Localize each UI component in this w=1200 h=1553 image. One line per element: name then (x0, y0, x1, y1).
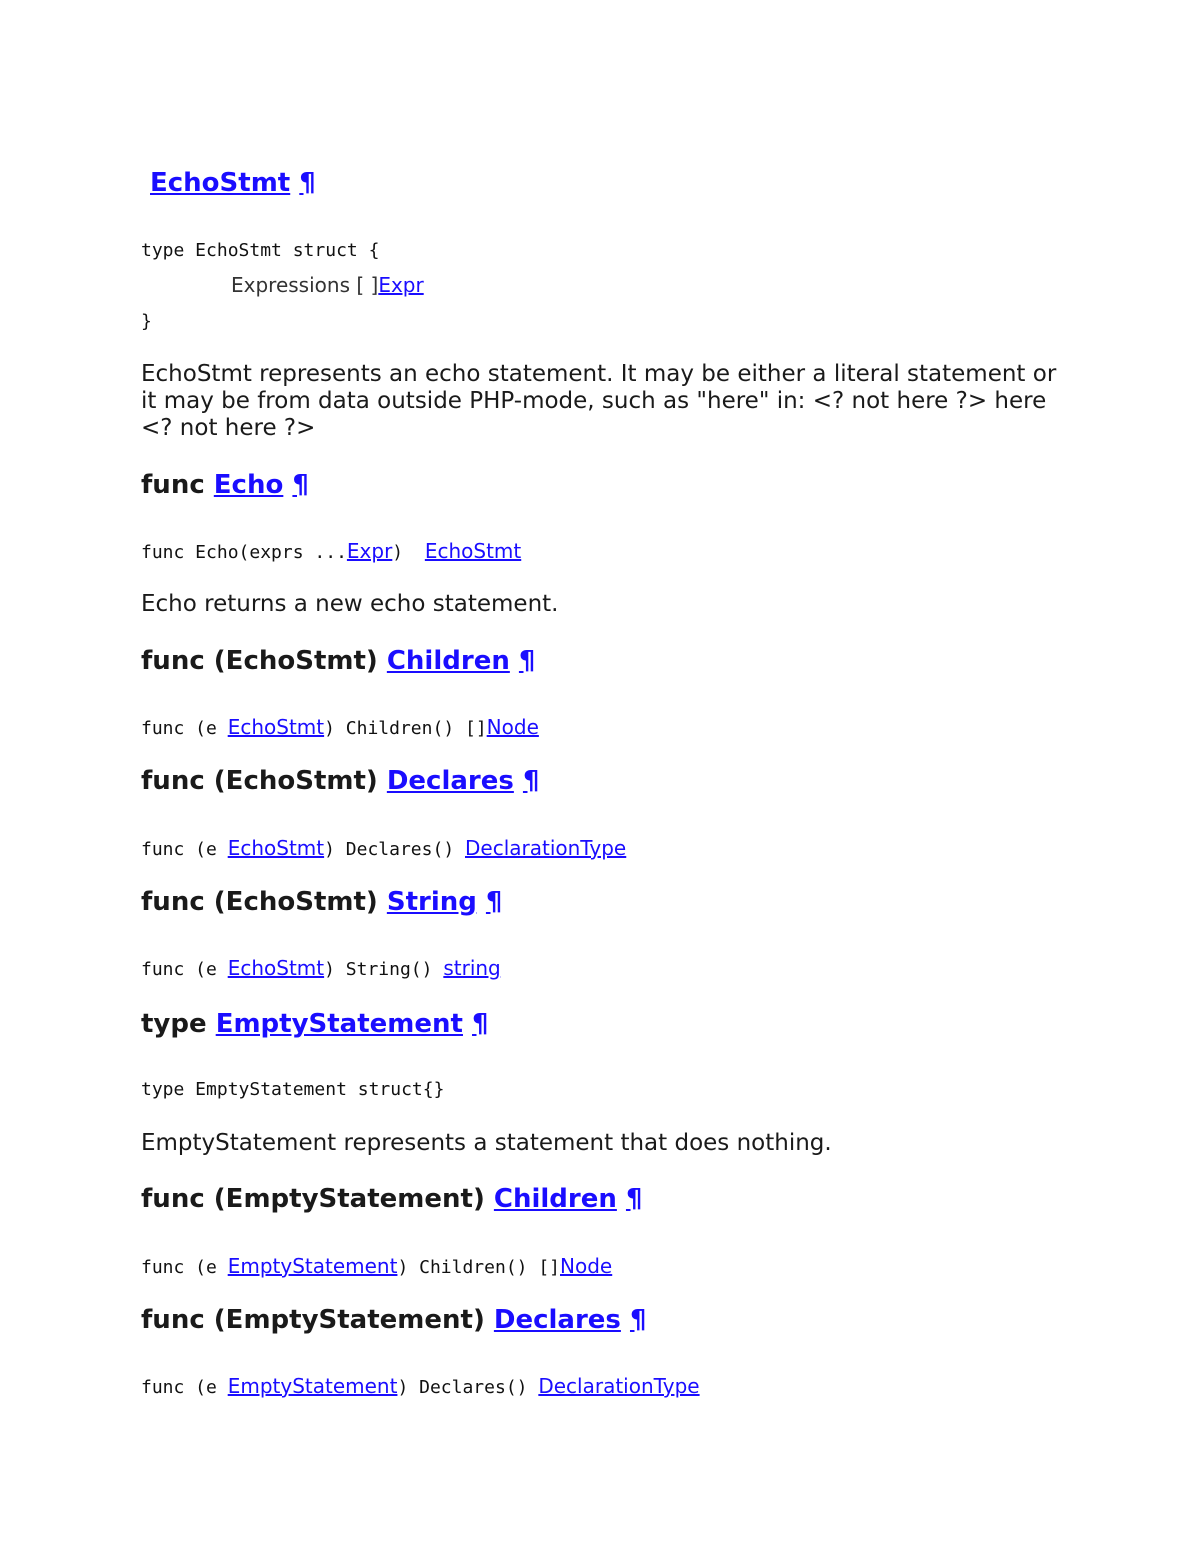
emptystatement-declares-return-link[interactable]: DeclarationType (538, 1374, 700, 1398)
emptystatement-declares-sig-mid: ) Declares() (397, 1377, 539, 1398)
echostmt-children-prefix: func (EchoStmt) (141, 646, 387, 676)
emptystatement-decl (141, 1079, 444, 1101)
echostmt-decl-open-text: type EchoStmt struct { (141, 240, 380, 261)
echo-func-signature (141, 540, 521, 564)
echostmt-type-permalink[interactable]: ¶ (299, 168, 316, 198)
echostmt-string-sig-prefix: func (e (141, 959, 228, 980)
emptystatement-children-permalink[interactable]: ¶ (625, 1184, 643, 1214)
emptystatement-children-prefix: func (EmptyStatement) (141, 1184, 494, 1214)
echo-sig-mid: ) (392, 542, 414, 563)
echostmt-string-return-link[interactable]: string (443, 956, 501, 980)
emptystatement-declares-link[interactable]: Declares (493, 1305, 621, 1335)
emptystatement-declares-sig-prefix: func (e (141, 1377, 228, 1398)
heading-echostmt-string (141, 887, 502, 917)
echo-sig-param-type-link[interactable]: Expr (346, 539, 393, 563)
emptystatement-children-signature (141, 1255, 612, 1279)
heading-emptystatement-declares (141, 1305, 647, 1335)
emptystatement-type-permalink[interactable]: ¶ (472, 1009, 489, 1039)
echostmt-declares-prefix: func (EchoStmt) (141, 766, 387, 796)
heading-echo-func (141, 470, 309, 500)
echostmt-field-name: Expressions [ ] (231, 273, 379, 297)
echostmt-field-expressions (231, 273, 424, 297)
echo-sig-prefix: func Echo(exprs ... (141, 542, 347, 563)
emptystatement-children-receiver-link[interactable]: EmptyStatement (227, 1254, 398, 1278)
echostmt-string-link[interactable]: String (386, 887, 477, 917)
emptystatement-children-sig-mid: ) Children() [] (397, 1257, 561, 1278)
echostmt-children-permalink[interactable]: ¶ (518, 646, 536, 676)
echostmt-declares-sig-prefix: func (e (141, 839, 228, 860)
emptystatement-description: EmptyStatement represents a statement that does nothing. (141, 1130, 832, 1156)
echo-func-link[interactable]: Echo (213, 470, 284, 500)
echostmt-children-sig-prefix: func (e (141, 718, 228, 739)
echostmt-string-receiver-link[interactable]: EchoStmt (227, 956, 325, 980)
echostmt-children-link[interactable]: Children (386, 646, 510, 676)
echostmt-string-signature (141, 957, 501, 981)
echostmt-type-link[interactable]: EchoStmt (150, 168, 291, 198)
echostmt-declares-return-link[interactable]: DeclarationType (465, 836, 627, 860)
echostmt-children-receiver-link[interactable]: EchoStmt (227, 715, 325, 739)
emptystatement-decl-text: type EmptyStatement struct{} (141, 1079, 445, 1100)
echostmt-field-type-link[interactable]: Expr (378, 273, 424, 297)
echostmt-declares-permalink[interactable]: ¶ (522, 766, 540, 796)
heading-emptystatement-type (141, 1009, 489, 1039)
echostmt-declares-sig-mid: ) Declares() (324, 839, 465, 860)
emptystatement-children-link[interactable]: Children (493, 1184, 617, 1214)
echostmt-decl-close (141, 311, 152, 333)
echostmt-description: EchoStmt represents an echo statement. It may be either a literal statement or it may be from data outside PHP-mode, such as "here" in: <? not here ?> here <? not here ?> (141, 361, 1057, 441)
echo-func-description: Echo returns a new echo statement. (141, 591, 559, 617)
echostmt-string-sig-mid: ) String() (324, 959, 444, 980)
heading-echostmt-declares (141, 766, 539, 796)
emptystatement-declares-receiver-link[interactable]: EmptyStatement (227, 1374, 398, 1398)
heading-echostmt-type (150, 168, 316, 198)
echo-sig-return-link[interactable]: EchoStmt (424, 539, 522, 563)
emptystatement-declares-signature (141, 1375, 700, 1399)
echostmt-declares-receiver-link[interactable]: EchoStmt (227, 836, 325, 860)
echostmt-string-prefix: func (EchoStmt) (141, 887, 387, 917)
emptystatement-declares-permalink[interactable]: ¶ (629, 1305, 647, 1335)
emptystatement-type-link[interactable]: EmptyStatement (215, 1009, 463, 1039)
echostmt-declares-signature (141, 837, 626, 861)
echostmt-decl-close-text: } (141, 311, 152, 332)
emptystatement-children-return-link[interactable]: Node (560, 1254, 613, 1278)
echostmt-decl-open (141, 240, 379, 262)
heading-echostmt-children (141, 646, 535, 676)
echostmt-string-permalink[interactable]: ¶ (485, 887, 503, 917)
echostmt-children-return-link[interactable]: Node (486, 715, 539, 739)
echostmt-declares-link[interactable]: Declares (386, 766, 514, 796)
heading-emptystatement-children (141, 1184, 643, 1214)
emptystatement-declares-prefix: func (EmptyStatement) (141, 1305, 494, 1335)
emptystatement-type-prefix: type (141, 1009, 216, 1039)
echo-func-prefix: func (141, 470, 214, 500)
emptystatement-children-sig-prefix: func (e (141, 1257, 228, 1278)
echostmt-children-sig-mid: ) Children() [] (324, 718, 487, 739)
echo-func-permalink[interactable]: ¶ (292, 470, 309, 500)
echostmt-children-signature (141, 716, 539, 740)
